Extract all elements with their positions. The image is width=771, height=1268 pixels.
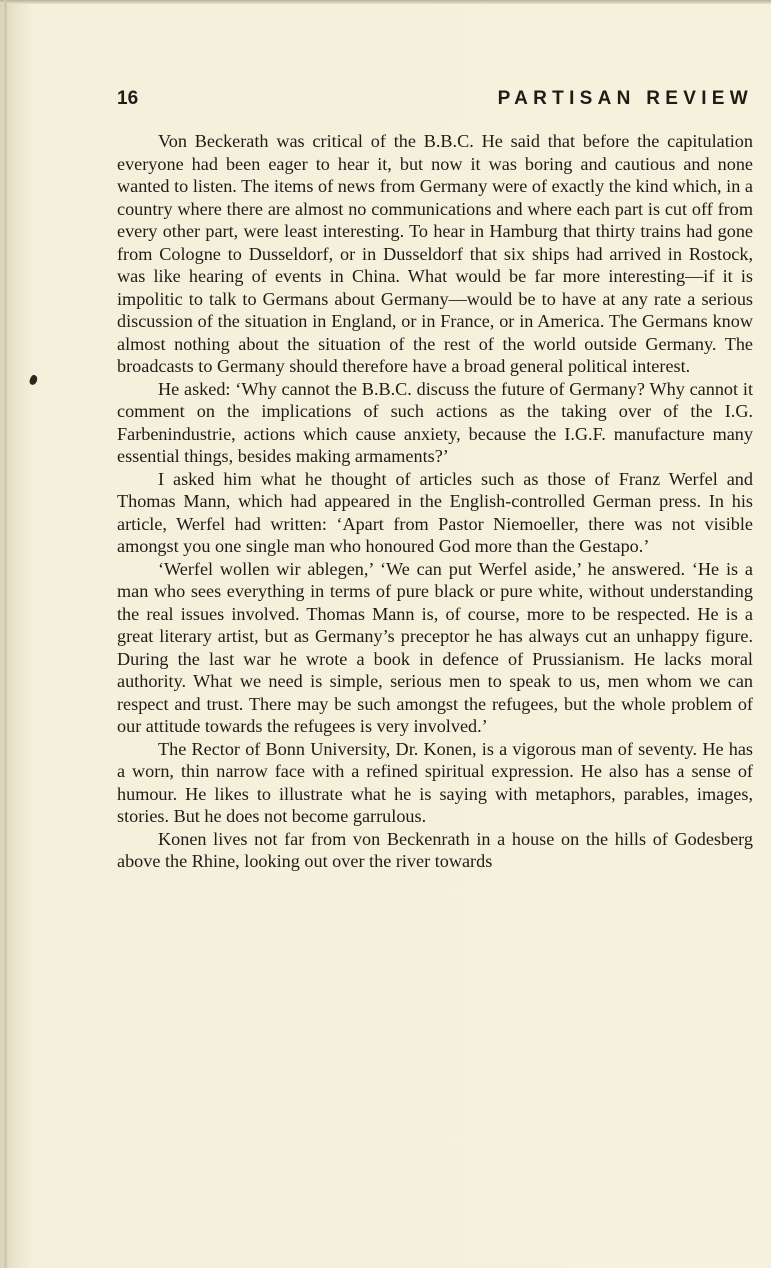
paragraph: Von Beckerath was critical of the B.B.C. He said that before the capitulation everyone had been eager to hear it, but now it was boring and cautious and none wanted to listen. The items of news from Germany were of exactly the kind which, in a country where there are almost no communications and where each part is cut off from every other part, were least interesting. To hear in Hamburg that thirty trains had gone from Cologne to Dusseldorf, or in Dusseldorf that six ships had arrived in Rostock, was like hearing of events in China. What would be far more interesting—if it is impolitic to talk to Germans about Germany—would be to have at any rate a serious discussion of the situation in England, or in France, or in America. The Germans know almost nothing about the situation of the rest of the world outside Germany. The broadcasts to Germany should therefore have a broad general political interest.: [117, 131, 753, 376]
paragraph: ‘Werfel wollen wir ablegen,’ ‘We can put Werfel aside,’ he answered. ‘He is a man who sees everything in terms of pure black or pure white, without understanding the real issues involved. Thomas Mann is, of course, more to be respected. He is a great literary artist, but as Germany’s preceptor he has always cut an unhappy figure. During the last war he wrote a book in defence of Prussianism. He lacks moral authority. What we need is simple, serious men to speak to us, men whom we can respect and trust. There may be such amongst the refugees, but the whole problem of our attitude towards the refugees is very involved.’: [117, 558, 753, 736]
paragraph: He asked: ‘Why cannot the B.B.C. discuss the future of Germany? Why cannot it comment on the implications of such actions as the taking over of the I.G. Farbenindustrie, actions which cause anxiety, because the I.G.F. manufacture many essential things, besides making armaments?’: [117, 378, 753, 466]
paragraph: Konen lives not far from von Beckenrath in a house on the hills of Godesberg above the Rhine, looking out over the river towards: [117, 828, 753, 871]
margin-ink-mark: [28, 374, 39, 386]
article-body: [117, 130, 753, 873]
paragraph: The Rector of Bonn University, Dr. Konen, is a vigorous man of seventy. He has a worn, thin narrow face with a refined spiritual expression. He also has a sense of humour. He likes to illustrate what he is saying with metaphors, parables, images, stories. But he does not become garrulous.: [117, 738, 753, 826]
page-number: 16: [117, 88, 139, 109]
page-top-edge: [0, 0, 771, 4]
page-header: [117, 86, 753, 112]
page-gutter: [4, 0, 7, 1268]
paragraph: I asked him what he thought of articles such as those of Franz Werfel and Thomas Mann, which had appeared in the English-controlled German press. In his article, Werfel had written: ‘Apart from Pastor Niemoeller, there was not visible amongst you one single man who honoured God more than the Gestapo.’: [117, 468, 753, 556]
running-head: PARTISAN REVIEW: [497, 88, 753, 109]
